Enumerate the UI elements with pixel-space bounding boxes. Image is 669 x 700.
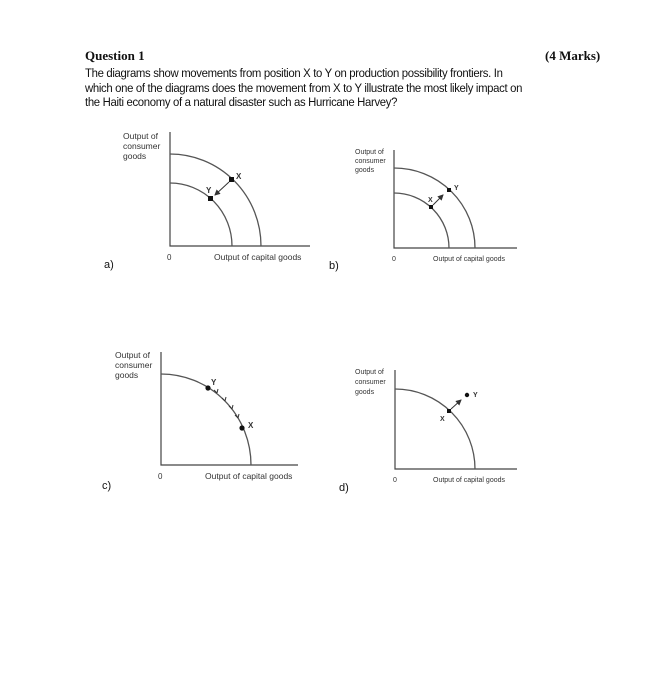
movement-arrow [215,182,229,195]
option-label: d) [339,482,349,494]
movement-arrow [433,195,443,205]
outer-ppf-curve [170,154,261,246]
y-axis-label-line3: goods [355,389,375,396]
point-x [447,409,451,413]
origin-label: 0 [158,472,163,481]
diagram-a [104,131,310,271]
y-axis-label-line2: consumer [123,141,161,151]
y-axis-label-line3: goods [115,370,139,380]
label-y: Y [454,185,459,192]
y-axis-label-line1: Output of [115,350,150,360]
option-label: b) [329,260,339,272]
diagram-b [329,149,517,272]
label-x: X [248,421,254,430]
label-y: Y [206,186,212,195]
y-axis-label-line1: Output of [355,149,384,156]
label-y: Y [473,392,478,399]
option-label: a) [104,259,114,271]
origin-label: 0 [393,477,397,484]
label-x: X [428,197,433,204]
diagram-c [102,350,298,492]
point-y [208,196,213,201]
y-axis-label-line1: Output of [123,131,158,141]
y-axis-label-line2: consumer [355,158,386,165]
x-axis-label: Output of capital goods [433,477,505,484]
label-x: X [236,172,242,181]
x-axis-label: Output of capital goods [205,471,293,481]
label-y: Y [211,378,217,387]
axes [395,370,517,469]
diagram-d [339,369,517,494]
question-title: Question 1 [85,48,145,63]
point-x [239,425,244,430]
y-axis-label-line1: Output of [355,369,384,376]
option-label: c) [102,480,112,492]
label-x: X [440,416,445,423]
movement-arrow [451,400,461,409]
question-text: The diagrams show movements from position X to Y on production possibility frontiers. In which one of the diagrams does the movement from X to Y illustrate the most likely impact on the Haiti economy of a natural disaster such as Hurricane Harvey? [85,66,523,109]
origin-label: 0 [392,256,396,263]
origin-label: 0 [167,253,172,262]
y-axis-label-line3: goods [355,167,375,174]
inner-ppf-curve [170,183,232,246]
question-marks: (4 Marks) [545,48,601,63]
axes [161,352,298,465]
y-axis-label-line3: goods [123,151,147,161]
inner-ppf-curve [394,193,449,248]
y-axis-label-line2: consumer [355,379,386,386]
point-y [205,385,210,390]
point-x [429,205,433,209]
axes [394,150,517,248]
point-x [229,177,234,182]
outer-ppf-curve [394,168,475,248]
point-y [447,188,451,192]
ppf-curve [395,389,475,469]
x-axis-label: Output of capital goods [214,252,302,262]
x-axis-label: Output of capital goods [433,256,505,263]
point-y [465,393,469,397]
y-axis-label-line2: consumer [115,360,153,370]
axes [170,132,310,246]
